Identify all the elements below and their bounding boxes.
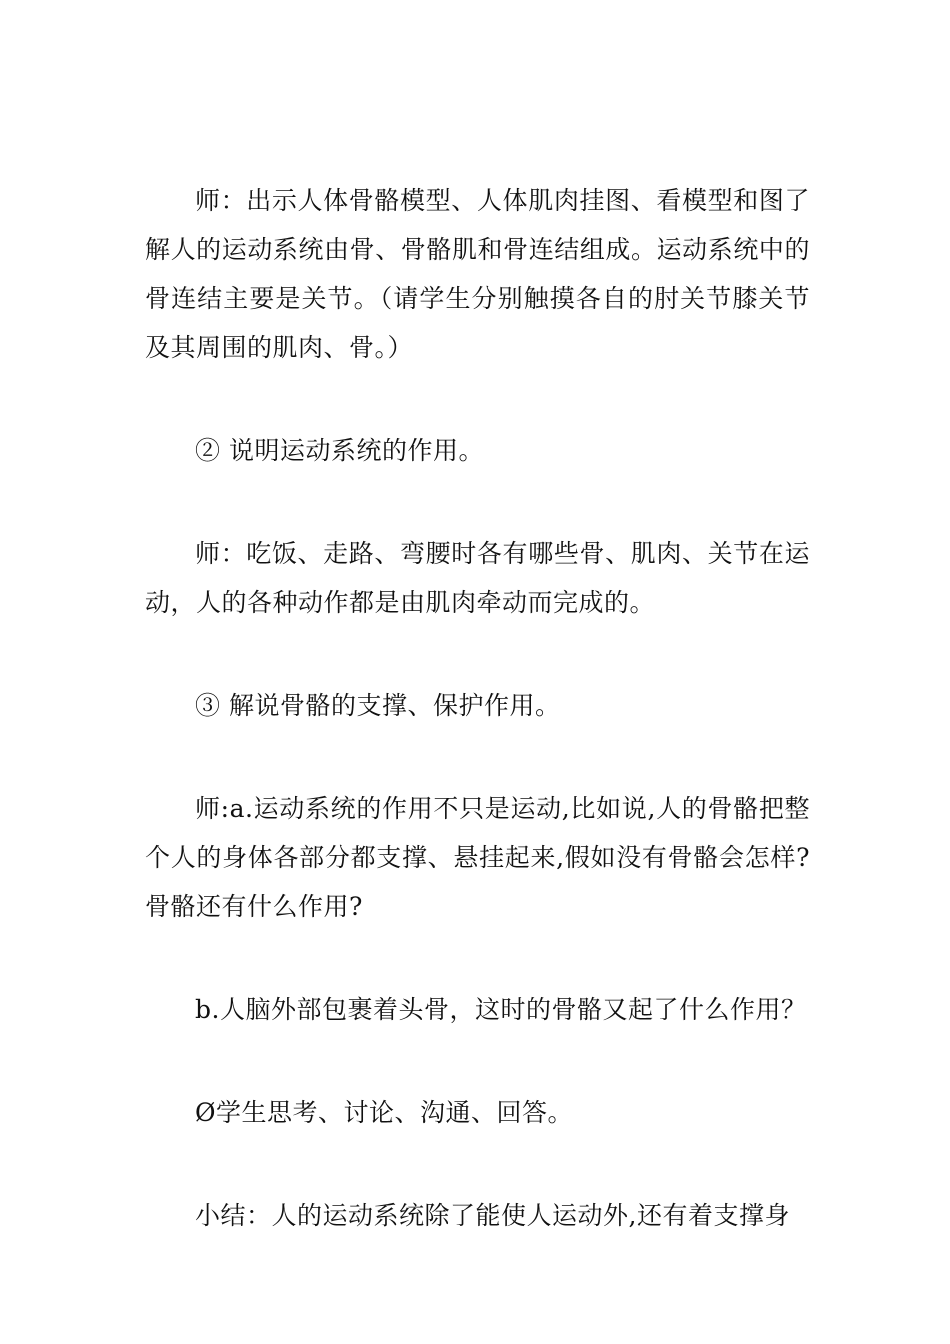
paragraph-point-3: ③ 解说骨骼的支撑、保护作用。 xyxy=(195,691,561,720)
paragraph-students: Ø学生思考、讨论、沟通、回答。 xyxy=(195,1098,573,1127)
paragraph-teacher-movement: 师：吃饭、走路、弯腰时各有哪些骨、肌肉、关节在运动，人的各种动作都是由肌肉牵动而完成的。 xyxy=(145,539,810,617)
paragraph-point-2: ② 说明运动系统的作用。 xyxy=(195,436,484,465)
document-page xyxy=(145,176,810,1294)
paragraph-teacher-a: 师:a.运动系统的作用不只是运动,比如说,人的骨骼把整个人的身体各部分都支撑、悬挂起来,假如没有骨骼会怎样?骨骼还有什么作用? xyxy=(145,794,810,921)
paragraph-summary: 小结：人的运动系统除了能使人运动外,还有着支撑身 xyxy=(195,1201,790,1230)
paragraph-b: b.人脑外部包裹着头骨，这时的骨骼又起了什么作用？ xyxy=(195,995,807,1024)
paragraph-teacher-model: 师：出示人体骨骼模型、人体肌肉挂图、看模型和图了解人的运动系统由骨、骨骼肌和骨连结组成。运动系统中的骨连结主要是关节。（请学生分别触摸各自的肘关节膝关节及其周围的肌肉、骨。） xyxy=(145,186,810,362)
